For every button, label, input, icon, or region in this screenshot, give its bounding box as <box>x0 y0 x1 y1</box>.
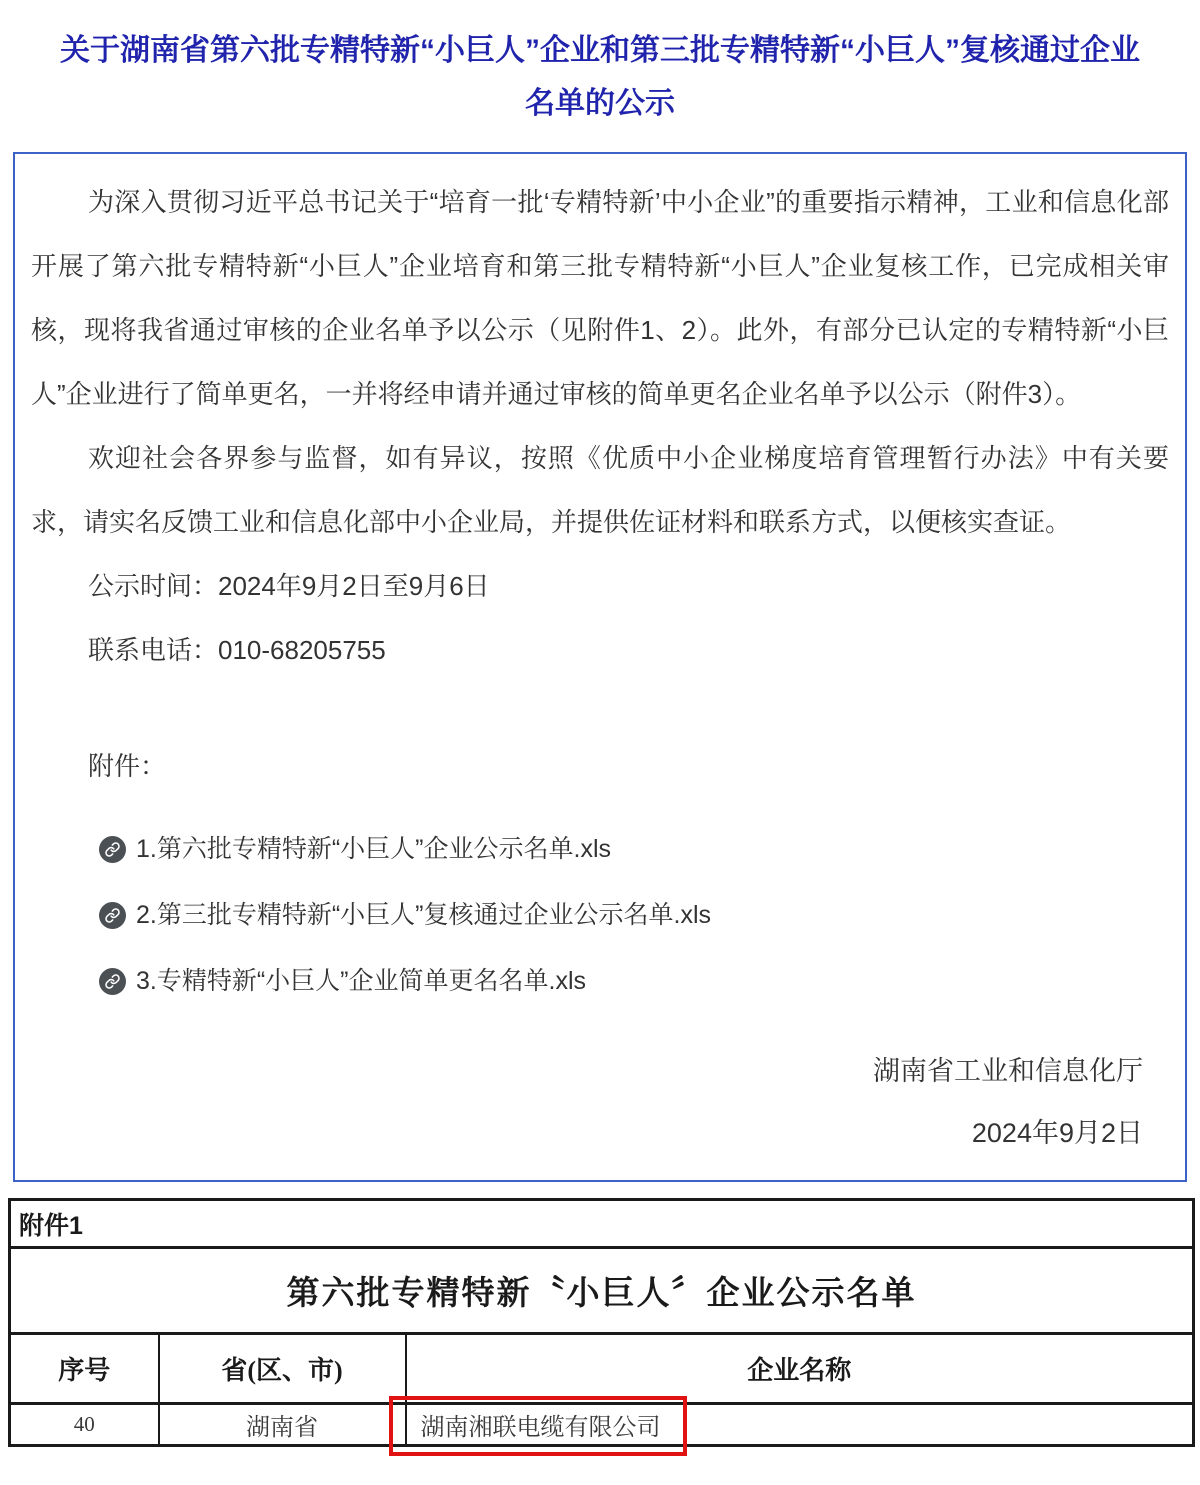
notice-paragraph-2: 欢迎社会各界参与监督，如有异议，按照《优质中小企业梯度培育管理暂行办法》中有关要求，请实名反馈工业和信息化部中小企业局，并提供佐证材料和联系方式，以便核实查证。 <box>31 443 1169 537</box>
attachment-link-1[interactable] <box>31 834 1169 864</box>
cell-seq: 40 <box>10 1404 159 1446</box>
link-icon <box>99 968 126 995</box>
publicity-time-line: 公示时间：2024年9月2日至9月6日 <box>88 571 490 601</box>
issuer-name: 湖南省工业和信息化厅 <box>873 1056 1143 1086</box>
column-header-company: 企业名称 <box>406 1334 1194 1404</box>
cell-province: 湖南省 <box>159 1404 406 1446</box>
link-icon <box>99 902 126 929</box>
attachment-link-2[interactable] <box>31 900 1169 930</box>
issue-date: 2024年9月2日 <box>971 1118 1143 1148</box>
signature-block <box>873 1040 1143 1164</box>
column-header-seq: 序号 <box>10 1334 159 1404</box>
annex-table-title: 第六批专精特新〝小巨人〞企业公示名单 <box>10 1248 1194 1334</box>
column-header-province: 省(区、市) <box>159 1334 406 1404</box>
notice-body-box <box>13 152 1187 1182</box>
attachment-link-label: 1.第六批专精特新“小巨人”企业公示名单.xls <box>136 835 612 863</box>
annex-label-row <box>10 1200 1194 1248</box>
attachment-link-3[interactable] <box>31 966 1169 996</box>
attachments-label: 附件： <box>88 751 167 781</box>
page-title: 关于湖南省第六批专精特新“小巨人”企业和第三批专精特新“小巨人”复核通过企业名单的公示 <box>60 34 1140 120</box>
link-icon <box>99 836 126 863</box>
table-row <box>10 1404 1194 1446</box>
notice-paragraph-1: 为深入贯彻习近平总书记关于“培育一批‘专精特新’中小企业”的重要指示精神，工业和信息化部开展了第六批专精特新“小巨人”企业培育和第三批专精特新“小巨人”企业复核工作，已完成相关审核，现将我省通过审核的企业名单予以公示（见附件1、2）。此外，有部分已认定的专精特新“小巨人”企业进行了简单更名，一并将经申请并通过审核的简单更名企业名单予以公示（附件3）。 <box>31 187 1169 409</box>
annex-label: 附件1 <box>10 1200 1194 1248</box>
attachment-link-label: 2.第三批专精特新“小巨人”复核通过企业公示名单.xls <box>136 901 712 929</box>
company-name: 湖南湘联电缆有限公司 <box>420 1415 661 1441</box>
annex1-table <box>8 1198 1195 1447</box>
cell-company <box>406 1404 1194 1446</box>
table-header-row <box>10 1334 1194 1404</box>
attachment-link-label: 3.专精特新“小巨人”企业简单更名名单.xls <box>136 967 587 995</box>
contact-phone-line: 联系电话：010-68205755 <box>88 635 386 665</box>
annex-title-row <box>10 1248 1194 1334</box>
